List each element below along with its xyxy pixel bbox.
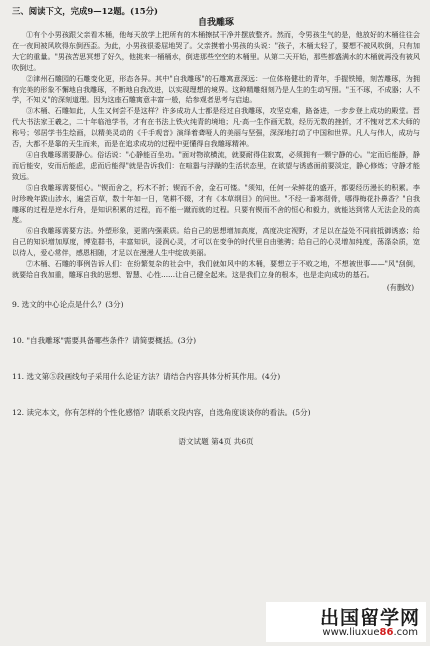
watermark-url-accent: 86 — [379, 627, 394, 638]
question-9: 9. 选文的中心论点是什么？(3分) — [12, 299, 124, 309]
section-heading: 三、阅读下文，完成9—12题。(15分) — [12, 6, 158, 16]
paragraph-7: ⑦木桶、石雕的事例告诉人们：在纷繁复杂的社会中，我们就如风中的木桶，要想立于不败之地，不想被世事——"风"刮倒，就要给自我加重，雕琢自我的思想、智慧、心性……让自己健全起来。这是我们立身的根本，也是走向成功的基石。 — [12, 259, 420, 279]
paragraph-4: ④自我雕琢需要静心。俗话说："心静能百坐功。"面对物欲横流，就要耐得住寂寞，必须拥有一颗宁静的心。"定而后能静，静而后能安，安而后能虑，虑而后能得"就是告诉我们：在喧嚣与浮躁的生活状态里，在欲望与诱惑面前要淡定，静心修炼；守静才能致远。 — [12, 149, 420, 181]
paragraph-5: ⑤自我雕琢需要恒心。"锲而舍之，朽木不折；锲而不舍，金石可镂。"须知，任何一朵鲜花的盛开，都要经历漫长的积累。李时珍晚年跋山涉水，遍尝百草，数十年如一日，笔耕不辍，才有《本草纲目》的问世。"不经一番寒彻骨，哪得梅花扑鼻香？"自我雕琢的过程是逆水行舟，是知识积累的过程，而不能一蹴而就的过程。只要有锲而不舍的恒心和毅力，就能达到常人无法企及的高度。 — [12, 182, 420, 225]
question-11: 11. 选文第⑤段画线句子采用什么论证方法？请结合内容具体分析其作用。(4分) — [12, 371, 281, 381]
watermark-title: 出国留学网 — [319, 607, 420, 629]
paragraph-1: ①有个小男孩跟父亲看木桶，他每天放学上把所有的木桶擦拭干净并摆放整齐。然而，令男孩生气的是，他放好的木桶往往会在一夜间被风吹得东倒西歪。为此，小男孩很委屈地哭了。父亲摸着小男孩的头说："孩子，木桶太轻了，要想不被风吹倒，只有加大它的重量。"男孩苦思冥想了好久，他挑来一桶桶水，倒进那些空空的木桶里。从第二天开始，那些都盛满水的木桶就再没有被风吹倒过。 — [12, 30, 420, 72]
paragraph-6: ⑥自我雕琢需要方法。外塑形象，更需内强素质。给自己的思想增加高度，高度决定视野，才足以在益处不同前抵御诱惑；给自己的知识增加厚度，博览群书，丰富知识，浸润心灵，才可以在变争的时代里自由驰骋；给自己的心灵增加纯度，荡涤杂质，宽以待人，爱心常伴，感恩相随，才足以在漫漫人生中绽放美丽。 — [12, 226, 420, 258]
page-footer: 语文试题 第4页 共6页 — [178, 436, 254, 446]
paragraph-3: ③木桶、石雕如此，人生又何尝不是这样？许多成功人士都是经过自我雕琢，攻坚克难，路备进，一步步登上成功的殿堂。晋代大书法家王羲之，二十年临池学书，才有在书法上铁火纯青的境地；凡·高一生作画无数，经历无数的挫折，才不愧对艺术大师的称号；邻居学书生绘画，以精美灵动的《千手观音》演绎着聋哑人的美丽与坚强，深深地打动了中国和世界。凡人与伟人，成功与否，大都不是靠的天生而来，而是在追求成功的过程中更懂得自我雕琢精神。 — [12, 106, 420, 149]
paragraph-2: ②津州石雕园的石雕变化更，形态各异。其中"自我雕琢"的石雕寓意深远：一位体格健壮的青年，手握铁锤，刻苦雕琢，为拥有完美的形象不懈地自我雕琢，不断地自我改进，以实现理想的境界。这种精雕细刻乃是人生的生动写照。"玉不琢，不成器；人不学，不知义"的深刻道理。因为这座石雕寓意丰富一般，给参观者思考与启迪。 — [12, 73, 420, 105]
watermark-url — [322, 627, 418, 638]
watermark-url-prefix: www.liuxue — [322, 627, 380, 638]
question-12: 12. 读完本文，你有怎样的个性化感悟？请联系文段内容，自选角度谈谈你的看法。(5分) — [12, 407, 311, 417]
essay-title: 自我雕琢 — [197, 18, 234, 28]
site-watermark-logo — [266, 602, 426, 642]
source-note: (有删改) — [386, 282, 414, 292]
question-10: 10. "自我雕琢"需要具备哪些条件？请简要概括。(3分) — [12, 335, 197, 345]
watermark-url-suffix: .com — [393, 627, 418, 638]
